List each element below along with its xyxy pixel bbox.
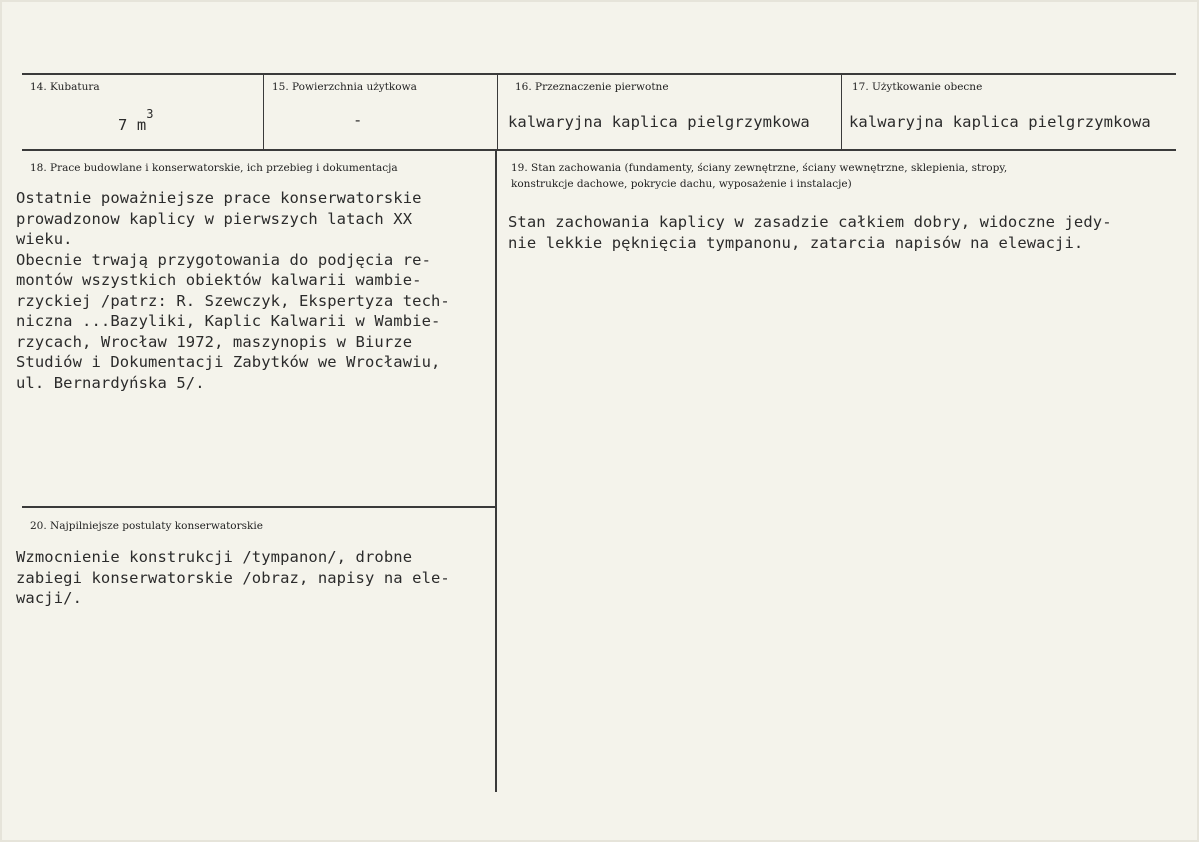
field-20-line: wacji/. — [16, 589, 83, 607]
field-18-line: montów wszystkich obiektów kalwarii wambie- — [16, 271, 422, 289]
field-16-label: 16. Przeznaczenie pierwotne — [515, 81, 669, 93]
field-16-value: kalwaryjna kaplica pielgrzymkowa — [508, 113, 810, 131]
field-15-value: - — [353, 111, 363, 129]
field-19-line: Stan zachowania kaplicy w zasadzie całkiem dobry, widoczne jedy- — [508, 213, 1112, 231]
col-divider-15-16 — [497, 73, 498, 150]
field-15-label: 15. Powierzchnia użytkowa — [272, 81, 417, 93]
field-17-value: kalwaryjna kaplica pielgrzymkowa — [849, 113, 1151, 131]
field-18-line: rzyckiej /patrz: R. Szewczyk, Ekspertyza tech- — [16, 291, 450, 310]
field-18-line: Obecnie trwają przygotowania do podjęcia re- — [16, 250, 431, 269]
field-18-line: wieku. — [16, 230, 73, 248]
row-divider-1 — [22, 149, 1176, 151]
col-divider-main — [495, 150, 497, 792]
field-19-label-line1: 19. Stan zachowania (fundamenty, ściany zewnętrzne, ściany wewnętrzne, sklepienia, stropy, — [511, 162, 1008, 174]
field-19-text — [508, 212, 1112, 253]
field-20-label: 20. Najpilniejsze postulaty konserwatorskie — [30, 520, 263, 532]
field-18-line: Ostatnie poważniejsze prace konserwatorskie — [16, 189, 422, 207]
field-18-line: ul. Bernardyńska 5/. — [16, 373, 205, 392]
row-divider-2 — [22, 506, 495, 508]
field-14-value — [118, 107, 154, 136]
top-rule — [22, 73, 1176, 75]
field-20-line: zabiegi konserwatorskie /obraz, napisy na ele- — [16, 568, 450, 587]
field-19-label-line2: konstrukcje dachowe, pokrycie dachu, wyposażenie i instalacje) — [511, 178, 852, 190]
field-18-line: Studiów i Dokumentacji Zabytków we Wrocławiu, — [16, 353, 441, 371]
col-divider-14-15 — [263, 73, 264, 150]
field-17-label: 17. Użytkowanie obecne — [852, 81, 983, 93]
field-18-label: 18. Prace budowlane i konserwatorskie, ich przebieg i dokumentacja — [30, 162, 398, 174]
field-18-text — [16, 188, 450, 393]
col-divider-16-17 — [841, 73, 842, 150]
field-14-exponent: 3 — [146, 107, 154, 121]
field-18-line: prowadzonow kaplicy w pierwszych latach XX — [16, 209, 413, 228]
field-18-line: rzycach, Wrocław 1972, maszynopis w Biurze — [16, 332, 413, 351]
field-14-label: 14. Kubatura — [30, 81, 100, 93]
field-20-text — [16, 547, 450, 609]
field-18-line: niczna ...Bazyliki, Kaplic Kalwarii w Wambie- — [16, 312, 441, 330]
field-14-number: 7 m — [118, 116, 147, 135]
field-20-line: Wzmocnienie konstrukcji /tympanon/, drobne — [16, 548, 413, 566]
field-19-line: nie lekkie pęknięcia tympanonu, zatarcia napisów na elewacji. — [508, 233, 1084, 252]
